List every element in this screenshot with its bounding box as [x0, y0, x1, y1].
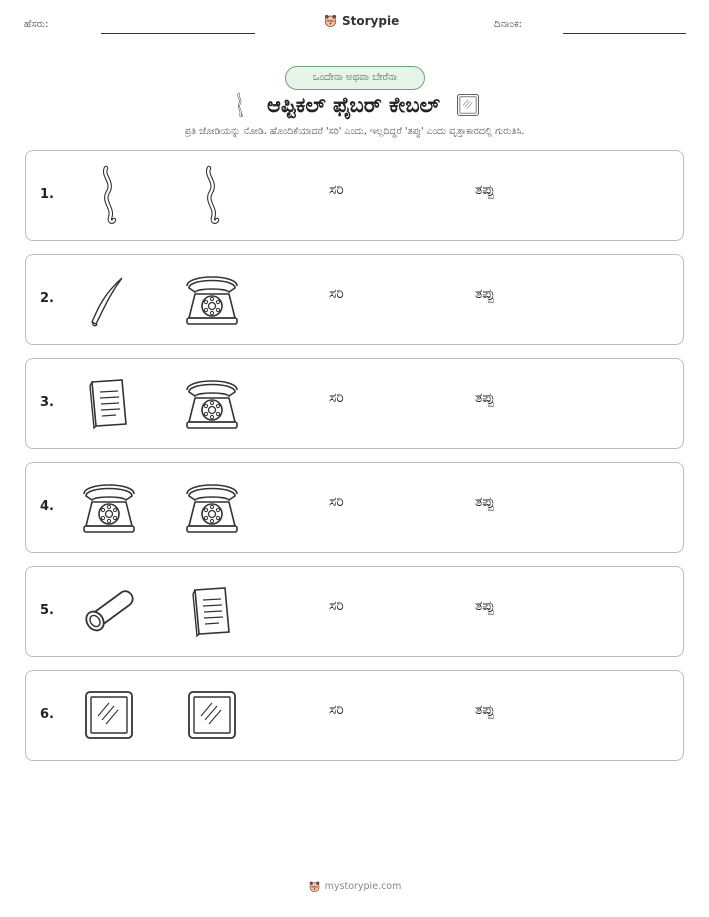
- question-number: 2.: [40, 291, 54, 306]
- tube-icon: [78, 580, 140, 642]
- option-correct[interactable]: ಸರಿ: [329, 286, 344, 302]
- question-number: 3.: [40, 395, 54, 410]
- option-wrong[interactable]: ತಪ್ಪು: [475, 598, 495, 614]
- option-correct[interactable]: ಸರಿ: [329, 598, 344, 614]
- booklet-icon: [78, 372, 140, 434]
- storypie-logo: [323, 13, 399, 28]
- footer-site[interactable]: mystorypie.com: [324, 881, 402, 892]
- telephone-icon: [181, 268, 243, 330]
- booklet-icon: [181, 580, 243, 642]
- storypie-logo-icon: [308, 880, 321, 893]
- screen-icon: [78, 684, 140, 746]
- cable-icon: [227, 90, 253, 120]
- storypie-logo-icon: [323, 13, 338, 28]
- option-wrong[interactable]: ತಪ್ಪು: [475, 494, 495, 510]
- question-card-1: [25, 150, 684, 241]
- screen-icon: [181, 684, 243, 746]
- question-number: 4.: [40, 499, 54, 514]
- question-card-5: [25, 566, 684, 657]
- question-card-2: [25, 254, 684, 345]
- date-line[interactable]: [563, 33, 686, 34]
- date-label: ದಿನಾಂಕ:: [494, 19, 522, 30]
- brand-name: Storypie: [342, 13, 400, 28]
- cable-icon: [181, 164, 243, 226]
- option-correct[interactable]: ಸರಿ: [329, 182, 344, 198]
- title-row: [0, 88, 709, 122]
- question-number: 5.: [40, 603, 54, 618]
- question-card-4: [25, 462, 684, 553]
- question-number: 1.: [40, 187, 54, 202]
- cable-icon: [78, 164, 140, 226]
- footer: [0, 880, 709, 893]
- option-correct[interactable]: ಸರಿ: [329, 702, 344, 718]
- name-line[interactable]: [101, 33, 255, 34]
- telephone-icon: [181, 476, 243, 538]
- option-correct[interactable]: ಸರಿ: [329, 390, 344, 406]
- question-number: 6.: [40, 707, 54, 722]
- screen-icon: [454, 91, 482, 119]
- telephone-icon: [181, 372, 243, 434]
- instructions: ಪ್ರತಿ ಜೋಡಿಯನ್ನು ನೋಡಿ. ಹೊಂದಿಕೆಯಾದರೆ 'ಸರಿ' ಎಂದು, ಇಲ್ಲದಿದ್ದರೆ 'ತಪ್ಪು' ಎಂದು ವೃತ್ತಾಕಾರದಲ್ಲಿ ಗುರುತಿಸಿ.: [184, 126, 525, 137]
- question-card-3: [25, 358, 684, 449]
- worksheet-tag: ಒಂದೇನಾ ಅಥವಾ ಬೇರೆನಾ: [285, 66, 425, 90]
- option-wrong[interactable]: ತಪ್ಪು: [475, 390, 495, 406]
- fiber-strand-icon: [78, 268, 140, 330]
- worksheet-title: ಆಪ್ಟಿಕಲ್ ಫೈಬರ್ ಕೇಬಲ್: [267, 92, 440, 117]
- question-card-6: [25, 670, 684, 761]
- name-label: ಹೆಸರು:: [24, 19, 49, 30]
- option-wrong[interactable]: ತಪ್ಪು: [475, 286, 495, 302]
- option-correct[interactable]: ಸರಿ: [329, 494, 344, 510]
- option-wrong[interactable]: ತಪ್ಪು: [475, 182, 495, 198]
- telephone-icon: [78, 476, 140, 538]
- option-wrong[interactable]: ತಪ್ಪು: [475, 702, 495, 718]
